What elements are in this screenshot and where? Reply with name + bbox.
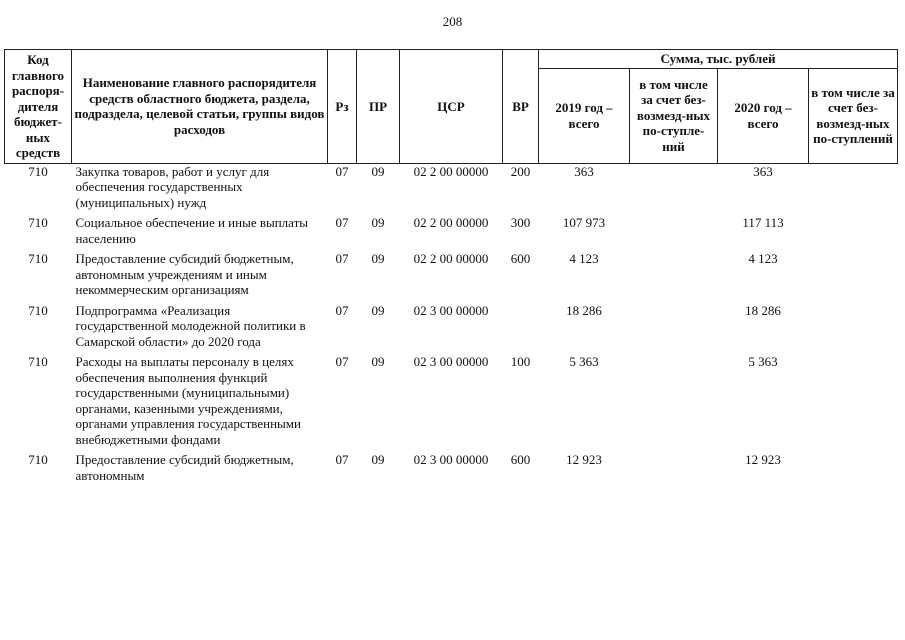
cell-2019-total: 4 123 [569, 251, 599, 266]
cell-rz: 07 [335, 354, 349, 369]
table-row [5, 354, 898, 452]
cell-code: 710 [28, 251, 48, 266]
cell-csr: 02 2 00 00000 [413, 251, 489, 266]
table-header [5, 50, 898, 164]
table-row [5, 163, 898, 215]
header-pr: ПР [357, 50, 400, 164]
cell-vr: 600 [510, 452, 531, 467]
cell-vr [503, 303, 539, 355]
header-name: Наименование главного распорядителя средств областного бюджета, раздела, подраздела, целевой статьи, группы видов расходов [72, 50, 328, 164]
cell-vr: 200 [510, 163, 531, 179]
cell-2019-total: 12 923 [566, 452, 602, 467]
cell-pr: 09 [371, 251, 385, 266]
cell-name: Социальное обеспечение и иные выплаты населению [75, 215, 309, 246]
cell-2019-free [630, 215, 718, 251]
cell-rz: 07 [335, 452, 349, 467]
cell-2020-total: 12 923 [745, 452, 781, 467]
cell-2020-total: 363 [753, 163, 773, 179]
cell-vr: 600 [510, 251, 531, 266]
cell-rz: 07 [335, 251, 349, 266]
cell-pr: 09 [371, 452, 385, 467]
cell-2020-free [809, 251, 898, 303]
cell-2020-free [809, 354, 898, 452]
header-code: Код главного распоря-дителя бюджет-ных средств [5, 50, 72, 164]
cell-code: 710 [28, 215, 48, 230]
table-row [5, 303, 898, 355]
cell-2020-free [809, 452, 898, 488]
header-vr: ВР [503, 50, 539, 164]
cell-2020-total: 5 363 [748, 354, 778, 369]
budget-table [4, 49, 898, 488]
cell-pr: 09 [371, 302, 385, 318]
header-2020-total: 2020 год – всего [718, 68, 809, 163]
cell-name: Предоставление субсидий бюджетным, автономным [75, 452, 294, 483]
cell-pr: 09 [371, 215, 385, 230]
cell-2020-total: 18 286 [745, 302, 781, 318]
cell-2020-free [809, 303, 898, 355]
cell-vr: 100 [510, 354, 531, 369]
page-number: 208 [442, 14, 463, 29]
cell-2020-total: 117 113 [742, 215, 784, 230]
cell-2019-total: 363 [574, 163, 594, 179]
cell-name: Закупка товаров, работ и услуг для обеспечения государственных (муниципальных) нужд [75, 163, 270, 210]
cell-rz: 07 [335, 215, 349, 230]
table-row [5, 215, 898, 251]
header-sum-group: Сумма, тыс. рублей [539, 50, 898, 69]
cell-csr: 02 3 00 00000 [413, 302, 489, 318]
cell-2019-total: 5 363 [569, 354, 599, 369]
cell-csr: 02 3 00 00000 [413, 354, 489, 369]
header-2019-total: 2019 год – всего [539, 68, 630, 163]
cell-2019-free [630, 251, 718, 303]
cell-name: Подпрограмма «Реализация государственной молодежной политики в Самарской области» до 2020 года [75, 302, 306, 349]
cell-name: Расходы на выплаты персоналу в целях обеспечения выполнения функций государственными (муниципальными) органами, казенными учреждениями, органами управления государственными внебюджетными фондами [75, 354, 301, 447]
cell-code: 710 [28, 163, 48, 179]
table-row [5, 452, 898, 488]
cell-2019-free [630, 163, 718, 215]
cell-code: 710 [28, 452, 48, 467]
header-rz: Рз [328, 50, 357, 164]
table-row [5, 251, 898, 303]
cell-rz: 07 [335, 163, 349, 179]
cell-2019-free [630, 452, 718, 488]
cell-2019-total: 107 973 [562, 215, 606, 230]
cell-code: 710 [28, 354, 48, 369]
header-2019-free: в том числе за счет без-возмезд-ных по-ступле-ний [630, 68, 718, 163]
cell-name: Предоставление субсидий бюджетным, автономным учреждениям и иным некоммерческим организациям [75, 251, 294, 297]
cell-2020-total: 4 123 [748, 251, 778, 266]
cell-pr: 09 [371, 163, 385, 179]
header-csr: ЦСР [400, 50, 503, 164]
cell-vr: 300 [510, 215, 531, 230]
cell-code: 710 [28, 302, 48, 318]
table-body [5, 163, 898, 488]
cell-rz: 07 [335, 302, 349, 318]
cell-2020-free [809, 163, 898, 215]
cell-2019-free [630, 303, 718, 355]
cell-pr: 09 [371, 354, 385, 369]
cell-csr: 02 3 00 00000 [413, 452, 489, 467]
cell-csr: 02 2 00 00000 [413, 163, 489, 179]
cell-2020-free [809, 215, 898, 251]
cell-2019-total: 18 286 [566, 302, 602, 318]
cell-csr: 02 2 00 00000 [413, 215, 489, 230]
cell-2019-free [630, 354, 718, 452]
header-2020-free: в том числе за счет без-возмезд-ных по-ступлений [809, 68, 898, 163]
